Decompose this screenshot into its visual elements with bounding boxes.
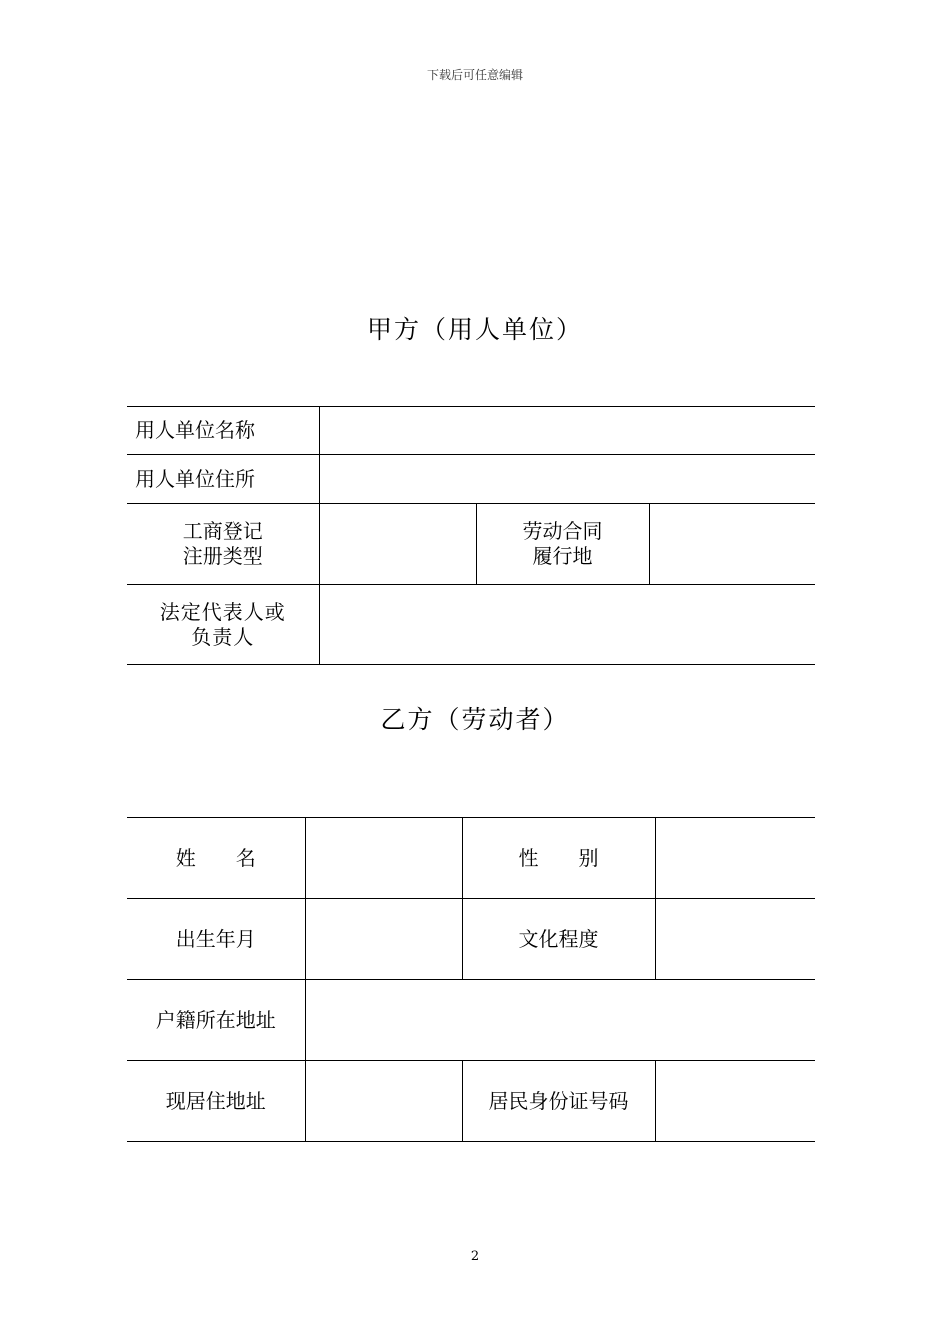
employer-name-label: 用人单位名称 bbox=[127, 407, 319, 455]
employer-address-field[interactable] bbox=[319, 455, 815, 504]
page-number: 2 bbox=[470, 1249, 480, 1264]
gender-label: 性 别 bbox=[462, 818, 655, 899]
table-row bbox=[127, 504, 815, 585]
employer-name-field[interactable] bbox=[319, 407, 815, 455]
table-row bbox=[127, 818, 815, 899]
legal-rep-field[interactable] bbox=[319, 585, 815, 665]
party-a-table bbox=[127, 406, 815, 665]
gender-field[interactable] bbox=[655, 818, 815, 899]
table-row bbox=[127, 1061, 815, 1142]
employer-address-label: 用人单位住所 bbox=[127, 455, 319, 504]
worker-name-field[interactable] bbox=[305, 818, 462, 899]
id-number-label: 居民身份证号码 bbox=[462, 1061, 655, 1142]
party-b-title: 乙方（劳动者） bbox=[380, 705, 570, 734]
table-row bbox=[127, 407, 815, 455]
worker-name-label: 姓 名 bbox=[127, 818, 305, 899]
table-row bbox=[127, 980, 815, 1061]
table-row bbox=[127, 585, 815, 665]
table-row bbox=[127, 899, 815, 980]
birth-label: 出生年月 bbox=[127, 899, 305, 980]
contract-place-field[interactable] bbox=[649, 504, 815, 585]
header-note: 下载后可任意编辑 bbox=[426, 68, 523, 82]
education-field[interactable] bbox=[655, 899, 815, 980]
current-address-field[interactable] bbox=[305, 1061, 462, 1142]
id-number-field[interactable] bbox=[655, 1061, 815, 1142]
table-row bbox=[127, 455, 815, 504]
education-label: 文化程度 bbox=[462, 899, 655, 980]
household-address-label: 户籍所在地址 bbox=[127, 980, 305, 1061]
party-a-title: 甲方（用人单位） bbox=[366, 315, 583, 344]
birth-field[interactable] bbox=[305, 899, 462, 980]
contract-place-label: 劳动合同 履行地 bbox=[476, 504, 649, 585]
current-address-label: 现居住地址 bbox=[127, 1061, 305, 1142]
registration-type-field[interactable] bbox=[319, 504, 476, 585]
legal-rep-label: 法定代表人或 负责人 bbox=[127, 585, 319, 665]
party-b-table bbox=[127, 817, 815, 1142]
registration-type-label: 工商登记 注册类型 bbox=[127, 504, 319, 585]
household-address-field[interactable] bbox=[305, 980, 815, 1061]
